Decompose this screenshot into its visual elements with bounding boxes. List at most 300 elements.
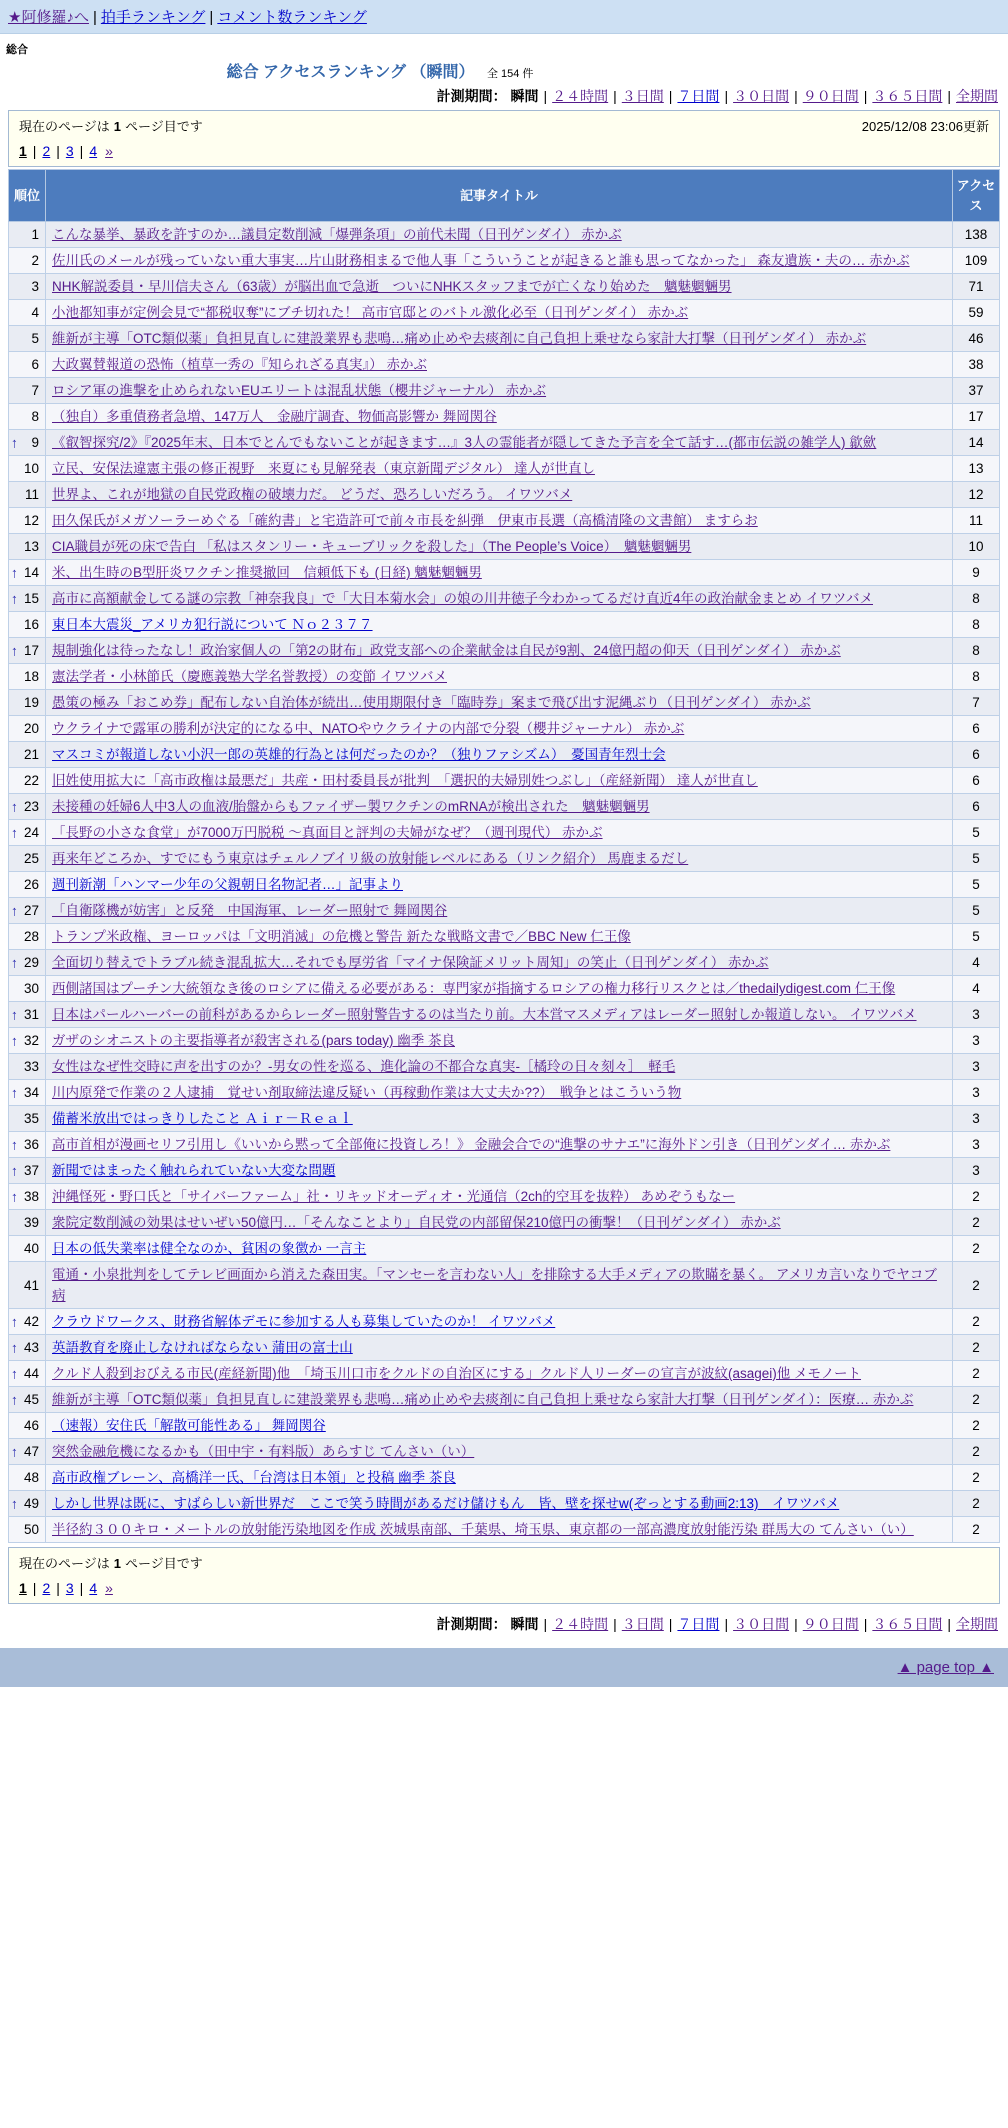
article-title-cell [46, 742, 953, 768]
table-row [9, 1361, 1000, 1387]
rank-cell [9, 1262, 46, 1309]
rank-cell [9, 898, 46, 924]
table-row [9, 872, 1000, 898]
article-link[interactable]: 突然金融危機になるかも（田中宇・有料版）あらすじ てんさい（い） [52, 1444, 475, 1459]
rank-number: 6 [31, 357, 39, 372]
rank-cell [9, 1491, 46, 1517]
access-count: 12 [953, 482, 1000, 508]
period-link[interactable]: ３日間 [621, 88, 664, 104]
access-count: 6 [953, 768, 1000, 794]
access-count: 59 [953, 300, 1000, 326]
separator: | [947, 1616, 951, 1632]
article-link[interactable]: 備蓄米放出ではっきりしたこと Ａｉｒ－Ｒｅａｌ [52, 1111, 353, 1126]
rank-cell [9, 1465, 46, 1491]
article-title-cell [46, 352, 953, 378]
table-row [9, 1517, 1000, 1543]
access-count: 3 [953, 1080, 1000, 1106]
separator: | [32, 1580, 37, 1596]
article-link[interactable]: 電通・小泉批判をしてテレビ画面から消えた森田実。「マンセーを言わない人」を排除する大手メディアの欺瞞を暴く。 アメリカ言いなりでヤコブ病 [52, 1267, 937, 1303]
rank-cell [9, 1335, 46, 1361]
period-link[interactable]: 全期間 [956, 1616, 998, 1632]
article-title-cell [46, 300, 953, 326]
article-link[interactable]: 未接種の妊婦6人中3人の血液/胎盤からもファイザー製ワクチンのmRNAが検出された 魑魅魍魎男 [52, 799, 650, 814]
topbar-link[interactable]: 拍手ランキング [100, 9, 206, 26]
separator: | [724, 88, 729, 104]
rank-number: 1 [31, 227, 39, 242]
rank-number: 5 [31, 331, 39, 346]
rank-cell [9, 352, 46, 378]
table-row [9, 976, 1000, 1002]
article-link[interactable]: 沖縄怪死・野口氏と「サイバーファーム」社・リキッドオーディオ・光通信（2ch的空耳を抜粋） あめぞうもなー [52, 1189, 736, 1204]
table-row [9, 846, 1000, 872]
rank-cell [9, 482, 46, 508]
rank-number: 38 [23, 1189, 39, 1204]
rank-number: 3 [31, 279, 39, 294]
period-link[interactable]: ３０日間 [733, 88, 790, 104]
article-link[interactable]: 規制強化は待ったなし！政治家個人の「第2の財布」政党支部への企業献金は自民が9割、24億円超の仰天（日刊ゲンダイ） 赤かぶ [52, 643, 841, 658]
access-count: 7 [953, 690, 1000, 716]
pagination-page-link[interactable]: 2 [42, 1580, 51, 1596]
article-link[interactable]: 佐川氏のメールが残っていない重大事実…片山財務相まるで他人事「こういうことが起きると誰も思ってなかった」 森友遺族・夫の… 赤かぶ [52, 253, 910, 268]
rank-cell [9, 1517, 46, 1543]
rank-cell [9, 1387, 46, 1413]
table-row [9, 612, 1000, 638]
article-link[interactable]: 旧姓使用拡大に「高市政権は最悪だ」共産・田村委員長が批判 「選択的夫婦別姓つぶし」（産経新聞） 達人が世直し [52, 773, 758, 788]
article-link[interactable]: 高市政権ブレーン、高橋洋一氏、「台湾は日本領」と投稿 幽季 茶良 [52, 1470, 456, 1485]
table-row [9, 1184, 1000, 1210]
total-count: 全 154 件 [486, 68, 534, 80]
rank-number: 24 [23, 825, 39, 840]
article-link[interactable]: 世界よ、これが地獄の自民党政権の破壊力だ。 どうだ、恐ろしいだろう。 イワツバメ [52, 487, 573, 502]
period-link[interactable]: ２４時間 [552, 88, 609, 104]
rank-cell [9, 1309, 46, 1335]
separator: | [32, 143, 37, 159]
rank-cell [9, 976, 46, 1002]
separator: | [724, 1616, 729, 1632]
rank-cell [9, 378, 46, 404]
article-link[interactable]: 週刊新潮「ハンマー少年の父親朝日名物記者…」記事より [52, 877, 403, 892]
article-link[interactable]: 日本はパールハーバーの前科があるからレーダー照射警告するのは当たり前。大本営マスメディアはレーダー照射しか報道しない。 イワツバメ [52, 1007, 917, 1022]
article-link[interactable]: 米、出生時のB型肝炎ワクチン推奨撤回 信頼低下も (日経) 魑魅魍魎男 [52, 565, 482, 580]
table-row [9, 1080, 1000, 1106]
period-link[interactable]: ７日間 [677, 88, 720, 104]
rank-number: 48 [23, 1470, 39, 1485]
page-top-link[interactable]: ▲ page top ▲ [897, 1659, 994, 1676]
article-title-cell [46, 1054, 953, 1080]
article-title-cell [46, 1439, 953, 1465]
article-link[interactable]: （独自）多重債務者急増、147万人 金融庁調査、物価高影響か 舞岡関谷 [52, 409, 497, 424]
period-link[interactable]: ７日間 [677, 1616, 720, 1632]
rank-number: 8 [31, 409, 39, 424]
access-count: 8 [953, 612, 1000, 638]
rank-number: 18 [23, 669, 39, 684]
article-link[interactable]: 西側諸国はプーチン大統領なき後のロシアに備える必要がある：専門家が指摘するロシアの権力移行リスクとは／thedailydigest.com 仁王像 [52, 981, 896, 996]
rank-number: 35 [23, 1111, 39, 1126]
article-link[interactable]: 大政翼賛報道の恐怖（植草一秀の『知られざる真実』） 赤かぶ [52, 357, 427, 372]
rank-number: 33 [23, 1059, 39, 1074]
page-info-box-bottom [8, 1547, 1000, 1604]
article-title-cell [46, 378, 953, 404]
rank-number: 37 [23, 1163, 39, 1178]
current-page-text: 現在のページは 1 ページ目です [19, 1556, 203, 1571]
separator: | [56, 143, 60, 159]
rank-number: 42 [23, 1314, 39, 1329]
article-title-cell [46, 586, 953, 612]
period-label: 計測期間： [436, 88, 511, 104]
rank-up-icon: ↑ [11, 564, 18, 580]
rank-cell [9, 300, 46, 326]
rank-number: 31 [23, 1007, 39, 1022]
rank-up-icon: ↑ [11, 1188, 18, 1204]
article-link[interactable]: 英語教育を廃止しなければならない 蒲田の富士山 [52, 1340, 353, 1355]
article-title-cell [46, 1210, 953, 1236]
period-link[interactable]: 全期間 [956, 88, 998, 104]
rank-up-icon: ↑ [11, 642, 18, 658]
table-row [9, 664, 1000, 690]
table-row [9, 1491, 1000, 1517]
article-link[interactable]: 半径約３００キロ・メートルの放射能汚染地図を作成 茨城県南部、千葉県、埼玉県、東京都の一部高濃度放射能汚染 群馬大の てんさい（い） [52, 1522, 914, 1537]
rank-up-icon: ↑ [11, 1495, 18, 1511]
title-area [0, 59, 760, 82]
article-link[interactable]: 日本の低失業率は健全なのか、貧困の象徴か 一言主 [52, 1241, 367, 1256]
article-title-cell [46, 690, 953, 716]
article-title-cell [46, 1184, 953, 1210]
header-title: 記事タイトル [46, 170, 953, 222]
article-link[interactable]: 川内原発で作業の２人逮捕 覚せい剤取締法違反疑い（再稼動作業は大丈夫か??） 戦争とはこういう物 [52, 1085, 682, 1100]
period-link[interactable]: ９０日間 [802, 88, 859, 104]
article-title-cell [46, 1002, 953, 1028]
article-title-cell [46, 820, 953, 846]
article-title-cell [46, 1465, 953, 1491]
rank-cell [9, 872, 46, 898]
article-title-cell [46, 1517, 953, 1543]
article-title-cell [46, 326, 953, 352]
period-link[interactable]: ３６５日間 [872, 88, 943, 104]
access-count: 2 [953, 1210, 1000, 1236]
article-link[interactable]: マスコミが報道しない小沢一郎の英雄的行為とは何だったのか？（独りファシズム） 憂国青年烈士会 [52, 747, 666, 762]
table-row [9, 560, 1000, 586]
period-link[interactable]: ２４時間 [552, 1616, 609, 1632]
rank-cell [9, 924, 46, 950]
article-link[interactable]: 立民、安保法違憲主張の修正視野 来夏にも見解発表（東京新聞デジタル） 達人が世直し [52, 461, 595, 476]
article-link[interactable]: 《叡智探究/2》『2025年末、日本でとんでもないことが起きます…』3人の霊能者が隠してきた予言を全て話す…(都市伝説の雑学人) 歙歛 [52, 435, 877, 450]
access-count: 71 [953, 274, 1000, 300]
rank-number: 20 [23, 721, 39, 736]
access-count: 2 [953, 1465, 1000, 1491]
period-link[interactable]: ３０日間 [733, 1616, 790, 1632]
rank-cell [9, 534, 46, 560]
rank-number: 34 [23, 1085, 39, 1100]
separator: | [543, 1616, 548, 1632]
separator: | [56, 1580, 60, 1596]
table-row [9, 534, 1000, 560]
topbar-link[interactable]: ★阿修羅♪へ [8, 9, 89, 26]
article-title-cell [46, 716, 953, 742]
article-link[interactable]: 田久保氏がメガソーラーめぐる「確約書」と宅造許可で前々市長を糾弾 伊東市長選（高橋清隆の文書館） ますらお [52, 513, 758, 528]
rank-number: 41 [23, 1277, 39, 1293]
article-title-cell [46, 612, 953, 638]
table-row [9, 430, 1000, 456]
header-rank: 順位 [9, 170, 46, 222]
pagination-page-link[interactable]: 4 [89, 143, 98, 159]
access-count: 8 [953, 586, 1000, 612]
article-link[interactable]: 維新が主導「OTC類似薬」負担見直しに建設業界も悲鳴…痛め止めや去痰剤に自己負担上乗せなら家計大打撃（日刊ゲンダイ）：医療… 赤かぶ [52, 1392, 914, 1407]
rank-cell [9, 846, 46, 872]
access-count: 14 [953, 430, 1000, 456]
article-link[interactable]: （速報）安住氏「解散可能性ある」 舞岡関谷 [52, 1418, 326, 1433]
period-link[interactable]: ９０日間 [802, 1616, 859, 1632]
rank-cell [9, 508, 46, 534]
article-link[interactable]: CIA職員が死の床で告白 「私はスタンリー・キューブリックを殺した」（The People’s Voice） 魑魅魍魎男 [52, 539, 692, 554]
period-current: 瞬間 [510, 88, 539, 104]
rank-number: 29 [23, 955, 39, 970]
article-title-cell [46, 1309, 953, 1335]
article-link[interactable]: 小池都知事が定例会見で“都税収奪”にブチ切れた！ 高市官邸とのバトル激化必至（日刊ゲンダイ） 赤かぶ [52, 305, 689, 320]
access-count: 5 [953, 820, 1000, 846]
rank-number: 12 [23, 513, 39, 528]
table-row [9, 638, 1000, 664]
article-link[interactable]: ウクライナで露軍の勝利が決定的になる中、NATOやウクライナの内部で分裂（櫻井ジャーナル） 赤かぶ [52, 721, 685, 736]
article-link[interactable]: 憲法学者・小林節氏（慶應義塾大学名誉教授）の変節 イワツバメ [52, 669, 447, 684]
article-link[interactable]: 全面切り替えでトラブル続き混乱拡大…それでも厚労省「マイナ保険証メリット周知」の笑止（日刊ゲンダイ） 赤かぶ [52, 955, 769, 970]
page-info-box-top [8, 110, 1000, 167]
rank-cell [9, 820, 46, 846]
rank-number: 13 [23, 539, 39, 554]
article-link[interactable]: NHK解説委員・早川信夫さん（63歳）が脳出血で急逝 ついにNHKスタッフまでが亡くなり始めた 魑魅魍魎男 [52, 279, 732, 294]
article-title-cell [46, 976, 953, 1002]
article-title-cell [46, 1361, 953, 1387]
separator: | [79, 1580, 84, 1596]
separator: | [863, 88, 868, 104]
rank-number: 11 [24, 487, 39, 502]
article-title-cell [46, 846, 953, 872]
article-link[interactable]: 愚策の極み「おこめ券」配布しない自治体が続出…使用期限付き「臨時券」案まで飛び出す泥縄ぶり（日刊ゲンダイ） 赤かぶ [52, 695, 811, 710]
rank-up-icon: ↑ [11, 902, 18, 918]
rank-up-icon: ↑ [11, 1339, 18, 1355]
table-row [9, 1002, 1000, 1028]
current-page-text: 現在のページは 1 ページ目です [19, 119, 203, 134]
separator: | [543, 88, 548, 104]
article-title-cell [46, 1080, 953, 1106]
article-link[interactable]: トランプ米政権、ヨーロッパは「文明消滅」の危機と警告 新たな戦略文書で／BBC New 仁王像 [52, 929, 631, 944]
access-count: 2 [953, 1262, 1000, 1309]
rank-cell [9, 430, 46, 456]
article-title-cell [46, 456, 953, 482]
rank-number: 47 [23, 1444, 39, 1459]
table-row [9, 898, 1000, 924]
period-link[interactable]: ３６５日間 [872, 1616, 943, 1632]
rank-number: 30 [23, 981, 39, 996]
article-link[interactable]: 維新が主導「OTC類似薬」負担見直しに建設業界も悲鳴…痛め止めや去痰剤に自己負担上乗せなら家計大打撃（日刊ゲンダイ） 赤かぶ [52, 331, 867, 346]
access-count: 11 [953, 508, 1000, 534]
pagination-next-link[interactable]: » [105, 143, 113, 159]
current-page-number: 1 [113, 119, 121, 134]
rank-cell [9, 1236, 46, 1262]
rank-up-icon: ↑ [11, 798, 18, 814]
article-title-cell [46, 534, 953, 560]
rank-number: 15 [23, 591, 39, 606]
rank-up-icon: ↑ [11, 1084, 18, 1100]
rank-cell [9, 274, 46, 300]
access-count: 5 [953, 872, 1000, 898]
rank-up-icon: ↑ [11, 1006, 18, 1022]
article-link[interactable]: 高市首相が漫画セリフ引用し《いいから黙って全部俺に投資しろ！》 金融会合での“進撃のサナエ”に海外ドン引き（日刊ゲンダイ… 赤かぶ [52, 1137, 891, 1152]
rank-up-icon: ↑ [11, 1032, 18, 1048]
article-link[interactable]: ロシア軍の進撃を止められないEUエリートは混乱状態（櫻井ジャーナル） 赤かぶ [52, 383, 547, 398]
rank-cell [9, 1080, 46, 1106]
rank-up-icon: ↑ [11, 434, 18, 450]
article-link[interactable]: 女性はなぜ性交時に声を出すのか？-男女の性を巡る、進化論の不都合な真実-［橘玲の日々刻々］ 軽毛 [52, 1059, 676, 1074]
rank-cell [9, 742, 46, 768]
table-header-row [9, 170, 1000, 222]
pagination-page-link[interactable]: 3 [65, 143, 74, 159]
table-row [9, 742, 1000, 768]
rank-cell [9, 1210, 46, 1236]
article-link[interactable]: 新聞ではまったく触れられていない大変な問題 [52, 1163, 336, 1178]
updated-timestamp: 2025/12/08 23:06更新 [861, 119, 989, 134]
access-count: 2 [953, 1361, 1000, 1387]
rank-cell [9, 560, 46, 586]
article-title-cell [46, 638, 953, 664]
separator: | [947, 88, 951, 104]
access-count: 2 [953, 1387, 1000, 1413]
article-link[interactable]: 「長野の小さな食堂」が7000万円脱税 ～真面目と評判の夫婦がなぜ？（週刊現代） 赤かぶ [52, 825, 603, 840]
rank-number: 46 [23, 1418, 39, 1433]
article-link[interactable]: 「自衛隊機が妨害」と反発 中国海軍、レーダー照射で 舞岡関谷 [52, 903, 448, 918]
rank-cell [9, 612, 46, 638]
rank-cell [9, 1002, 46, 1028]
table-row [9, 1210, 1000, 1236]
table-row [9, 924, 1000, 950]
pagination-page-link[interactable]: 4 [89, 1580, 98, 1596]
article-title-cell [46, 1158, 953, 1184]
rank-number: 16 [23, 617, 39, 632]
topbar-link[interactable]: コメント数ランキング [217, 9, 367, 26]
access-count: 6 [953, 794, 1000, 820]
access-count: 3 [953, 1054, 1000, 1080]
access-count: 2 [953, 1413, 1000, 1439]
article-link[interactable]: 東日本大震災_アメリカ犯行説について Ｎｏ２３７７ [52, 617, 373, 632]
article-title-cell [46, 1262, 953, 1309]
table-row [9, 1309, 1000, 1335]
access-count: 2 [953, 1236, 1000, 1262]
access-count: 10 [953, 534, 1000, 560]
table-row [9, 768, 1000, 794]
rank-cell [9, 1054, 46, 1080]
rank-number: 27 [23, 903, 39, 918]
article-title-cell [46, 1413, 953, 1439]
rank-number: 19 [23, 695, 39, 710]
rank-cell [9, 950, 46, 976]
separator: | [794, 1616, 798, 1632]
table-row [9, 820, 1000, 846]
article-link[interactable]: クラウドワークス、財務省解体デモに参加する人も募集していたのか！ イワツバメ [52, 1314, 556, 1329]
pagination-next-link[interactable]: » [105, 1580, 113, 1596]
pagination-page-link[interactable]: 3 [65, 1580, 74, 1596]
article-title-cell [46, 482, 953, 508]
article-link[interactable]: 衆院定数削減の効果はせいぜい50億円…「そんなことより」自民党の内部留保210億円の衝撃！（日刊ゲンダイ） 赤かぶ [52, 1215, 781, 1230]
rank-cell [9, 326, 46, 352]
table-row [9, 716, 1000, 742]
category-label: 総合 [6, 44, 28, 56]
rank-cell [9, 1361, 46, 1387]
separator: | [92, 9, 97, 26]
rank-cell [9, 768, 46, 794]
rank-number: 43 [23, 1340, 39, 1355]
separator: | [668, 1616, 673, 1632]
separator: | [613, 1616, 617, 1632]
rank-up-icon: ↑ [11, 1391, 18, 1407]
article-link[interactable]: こんな暴挙、暴政を許すのか…議員定数削減「爆弾条項」の前代未聞（日刊ゲンダイ） 赤かぶ [52, 227, 622, 242]
rank-number: 9 [31, 435, 39, 450]
period-link[interactable]: ３日間 [621, 1616, 664, 1632]
ranking-table [8, 169, 1000, 1543]
access-count: 3 [953, 1158, 1000, 1184]
article-title-cell [46, 1236, 953, 1262]
separator: | [79, 143, 84, 159]
table-row [9, 950, 1000, 976]
access-count: 4 [953, 976, 1000, 1002]
article-link[interactable]: ガザのシオニストの主要指導者が殺害される(pars today) 幽季 茶良 [52, 1033, 455, 1048]
table-row [9, 1439, 1000, 1465]
period-nav-bottom [0, 1614, 998, 1634]
access-count: 3 [953, 1106, 1000, 1132]
rank-up-icon: ↑ [11, 1136, 18, 1152]
rank-cell [9, 638, 46, 664]
rank-number: 4 [31, 305, 39, 320]
table-row [9, 1106, 1000, 1132]
access-count: 2 [953, 1517, 1000, 1543]
rank-number: 32 [23, 1033, 39, 1048]
table-row [9, 300, 1000, 326]
pagination-top [19, 143, 989, 159]
access-count: 46 [953, 326, 1000, 352]
article-title-cell [46, 1106, 953, 1132]
rank-number: 17 [23, 643, 39, 658]
rank-cell [9, 1028, 46, 1054]
rank-up-icon: ↑ [11, 590, 18, 606]
pagination-page-link[interactable]: 2 [42, 143, 51, 159]
access-count: 5 [953, 898, 1000, 924]
pagination-current-page: 1 [19, 143, 27, 159]
rank-cell [9, 794, 46, 820]
article-link[interactable]: 再来年どころか、すでにもう東京はチェルノブイリ級の放射能レベルにある（リンク紹介） 馬鹿まるだし [52, 851, 689, 866]
table-row [9, 482, 1000, 508]
table-row [9, 404, 1000, 430]
separator: | [613, 88, 617, 104]
article-link[interactable]: しかし世界は既に、すばらしい新世界だ ここで笑う時間があるだけ儲けもん 皆、壁を探せw(ぞっとする動画2:13) イワツバメ [52, 1496, 840, 1511]
table-row [9, 352, 1000, 378]
header-access: アクセス [953, 170, 1000, 222]
rank-number: 23 [23, 799, 39, 814]
rank-number: 49 [23, 1496, 39, 1511]
separator: | [668, 88, 673, 104]
table-row [9, 222, 1000, 248]
article-title-cell [46, 560, 953, 586]
access-count: 109 [953, 248, 1000, 274]
access-count: 2 [953, 1309, 1000, 1335]
table-row [9, 1465, 1000, 1491]
rank-number: 28 [23, 929, 39, 944]
period-nav-top [0, 86, 998, 106]
rank-cell [9, 404, 46, 430]
rank-number: 40 [23, 1241, 39, 1256]
rank-cell [9, 1413, 46, 1439]
article-link[interactable]: 高市に高額献金してる謎の宗教「神奈我良」で「大日本菊水会」の娘の川井徳子今わかってるだけ直近4年の政治献金まとめ イワツバメ [52, 591, 873, 606]
table-row [9, 690, 1000, 716]
table-row [9, 378, 1000, 404]
article-link[interactable]: クルド人殺到おびえる市民(産経新聞)他 「埼玉川口市をクルドの自治区にする」クルド人リーダーの宣言が波紋(asagei)他 メモノート [52, 1366, 862, 1381]
